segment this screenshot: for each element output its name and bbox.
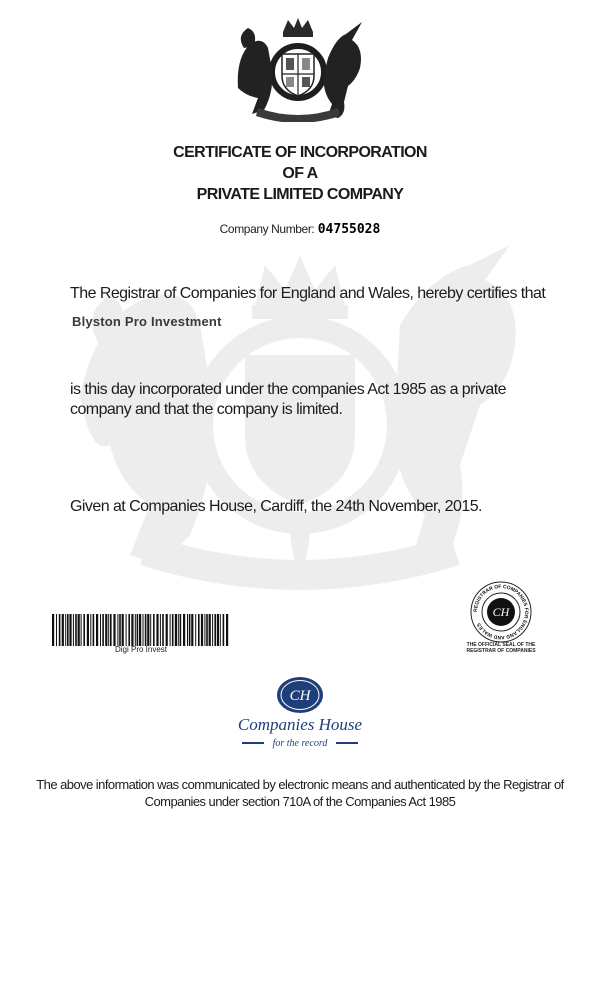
- barcode-bar: [122, 614, 124, 646]
- seal-caption: THE OFFICIAL SEAL OF THE REGISTRAR OF COMPANIES: [466, 642, 536, 654]
- barcode-bar: [204, 614, 205, 646]
- barcode-bar: [220, 614, 221, 646]
- barcode-bar: [212, 614, 213, 646]
- seal-ring-text: REGISTRAR OF COMPANIES FOR ENGLAND AND WALES: [472, 583, 530, 641]
- barcode-bar: [110, 614, 112, 646]
- ch-logo-emblem: CH: [289, 688, 311, 704]
- barcode-bar: [166, 614, 168, 646]
- barcode-bar: [170, 614, 171, 646]
- tagline-dash-left: [242, 742, 264, 744]
- certificate-title-line-1: CERTIFICATE OF INCORPORATION: [173, 144, 427, 161]
- barcode-bar: [90, 614, 91, 646]
- seal-emblem: CH: [492, 605, 510, 619]
- barcode-bar: [96, 614, 98, 646]
- companies-house-tagline: for the record: [272, 738, 328, 749]
- barcode-bar: [143, 614, 144, 646]
- barcode-bar: [226, 614, 228, 646]
- barcode: [52, 614, 230, 646]
- barcode-bar: [150, 614, 151, 646]
- barcode-bar: [156, 614, 158, 646]
- barcode-bar: [131, 614, 133, 646]
- barcode-bar: [126, 614, 127, 646]
- barcode-bar: [191, 614, 193, 646]
- companies-house-name: Companies House: [237, 715, 363, 734]
- incorporation-statement: is this day incorporated under the companies Act 1985 as a private company and that the company is limited.: [70, 381, 506, 418]
- barcode-bar: [105, 614, 107, 646]
- barcode-bar: [93, 614, 95, 646]
- barcode-bar: [223, 614, 225, 646]
- barcode-bar: [62, 614, 64, 646]
- barcode-bar: [178, 614, 179, 646]
- barcode-bar: [100, 614, 101, 646]
- barcode-bar: [147, 614, 149, 646]
- barcode-bar: [183, 614, 185, 646]
- barcode-bar: [52, 614, 54, 646]
- barcode-bar: [102, 614, 104, 646]
- official-seal-icon: [470, 581, 532, 643]
- barcode-bar: [67, 614, 69, 646]
- barcode-bar: [180, 614, 182, 646]
- companies-house-logo: [276, 676, 324, 714]
- company-name: Blyston Pro Investment: [72, 314, 222, 329]
- barcode-caption: Digi Pro Invest: [114, 645, 168, 654]
- barcode-bar: [135, 614, 136, 646]
- barcode-bar: [69, 614, 71, 646]
- barcode-bar: [75, 614, 77, 646]
- barcode-bar: [137, 614, 139, 646]
- certificate-title-line-2: OF A: [282, 165, 318, 182]
- barcode-bar: [78, 614, 80, 646]
- barcode-bar: [189, 614, 191, 646]
- certificate-title-line-3: PRIVATE LIMITED COMPANY: [196, 186, 404, 203]
- barcode-bar: [209, 614, 211, 646]
- barcode-bar: [217, 614, 219, 646]
- barcode-bar: [195, 614, 196, 646]
- royal-coat-of-arms-icon: [228, 18, 368, 122]
- barcode-bar: [153, 614, 155, 646]
- barcode-bar: [139, 614, 141, 646]
- barcode-bar: [128, 614, 130, 646]
- barcode-bar: [175, 614, 177, 646]
- barcode-bar: [65, 614, 66, 646]
- barcode-bar: [56, 614, 57, 646]
- barcode-bar: [73, 614, 74, 646]
- barcode-bar: [214, 614, 216, 646]
- barcode-bar: [87, 614, 89, 646]
- barcode-bar: [81, 614, 82, 646]
- barcode-bar: [59, 614, 61, 646]
- barcode-bar: [119, 614, 121, 646]
- barcode-bar: [162, 614, 164, 646]
- barcode-bar: [113, 614, 115, 646]
- company-number-value: 04755028: [317, 222, 381, 237]
- barcode-bar: [172, 614, 174, 646]
- registrar-certifies-text: The Registrar of Companies for England and Wales, hereby certifies that: [70, 285, 546, 302]
- tagline-dash-right: [336, 742, 358, 744]
- barcode-bar: [108, 614, 109, 646]
- barcode-bar: [117, 614, 118, 646]
- companies-house-tagline-row: [0, 738, 600, 749]
- barcode-bar: [206, 614, 208, 646]
- barcode-bar: [187, 614, 188, 646]
- barcode-bar: [198, 614, 200, 646]
- barcode-bar: [145, 614, 147, 646]
- barcode-bar: [201, 614, 203, 646]
- barcode-bar: [160, 614, 161, 646]
- barcode-bar: [83, 614, 85, 646]
- given-at-statement: Given at Companies House, Cardiff, the 24th November, 2015.: [70, 498, 482, 515]
- company-number-label: Company Number:: [219, 222, 315, 236]
- company-number-row: [0, 222, 600, 237]
- footer-authentication-note: The above information was communicated by electronic means and authenticated by the Registrar of Companies under section 710A of the Companies Act 1985: [36, 777, 564, 809]
